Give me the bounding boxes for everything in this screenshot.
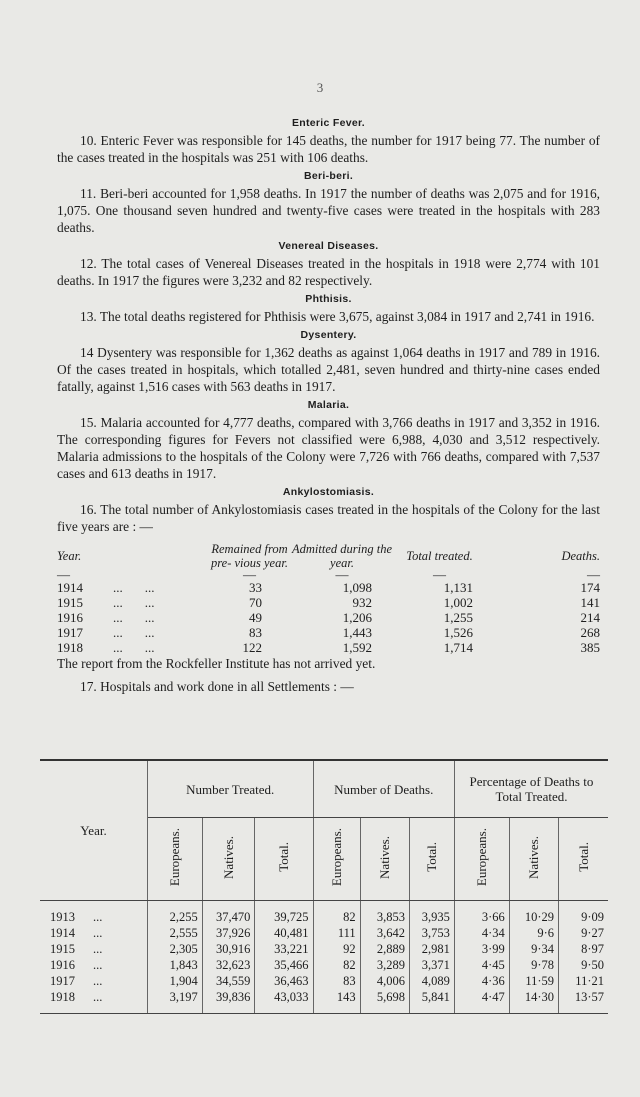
table-cell: 9·78 xyxy=(509,957,558,973)
table-cell: 34,559 xyxy=(202,973,255,989)
table-header-row xyxy=(57,542,600,570)
table-cell: 82 xyxy=(313,901,360,926)
year-cell: 1917 ... xyxy=(40,973,147,989)
table-cell: 385 xyxy=(580,640,600,655)
section-venereal-diseases xyxy=(57,240,600,289)
table-cell: 92 xyxy=(313,941,360,957)
table-cell: 4·47 xyxy=(454,989,509,1014)
table-cell: 39,725 xyxy=(255,901,313,926)
table-cell: 3,753 xyxy=(409,925,454,941)
table-cell: 1,843 xyxy=(147,957,202,973)
section-heading: Dysentery. xyxy=(300,329,357,341)
table-row xyxy=(57,610,600,625)
table-cell: 4·34 xyxy=(454,925,509,941)
column-header-year: Year. xyxy=(57,549,82,563)
section-beri-beri xyxy=(57,170,600,236)
group-header-number-treated: Number Treated. xyxy=(147,760,313,818)
table-cell: 37,470 xyxy=(202,901,255,926)
table-cell: 13·57 xyxy=(559,989,608,1014)
table-cell: 11·59 xyxy=(509,973,558,989)
year-cell: 1914 ... xyxy=(40,925,147,941)
section-heading: Ankylostomiasis. xyxy=(282,486,375,498)
table-cell: 141 xyxy=(580,595,600,610)
paragraph: 13. The total deaths registered for Phthisis were 3,675, against 3,084 in 1917 and 2,741 in 1916. xyxy=(80,309,595,324)
table-cell: 3·99 xyxy=(454,941,509,957)
year-cell: 1916 ... ... xyxy=(57,610,155,625)
table-cell: 83 xyxy=(313,973,360,989)
paragraph: 10. Enteric Fever was responsible for 145 deaths, the number for 1917 being 77. The number of the cases treated in the hospitals was 251 with 106 deaths. xyxy=(57,133,600,165)
table-cell: 1,131 xyxy=(443,580,473,595)
table-cell: 5,841 xyxy=(409,989,454,1014)
column-header-year: Year. xyxy=(40,760,147,901)
year-cell: 1918 ... xyxy=(40,989,147,1014)
table-cell: 11·21 xyxy=(575,974,604,988)
table-cell: 9·09 xyxy=(581,910,604,924)
paragraph: 12. The total cases of Venereal Diseases treated in the hospitals in 1918 were 2,774 with 101 deaths. In 1917 the figures were 3,232 and 82 respectively. xyxy=(57,256,600,288)
table-cell: 39,836 xyxy=(202,989,255,1014)
paragraph: 14 Dysentery was responsible for 1,362 deaths as against 1,064 deaths in 1917 and 789 in 1916. Of the cases treated in hospitals, which totalled 2,481, seven hundred and thirty-nine cases ended fatally, against 1,516 cases with 563 deaths in 1917. xyxy=(57,345,600,394)
table-row xyxy=(40,973,608,989)
section-heading: Enteric Fever. xyxy=(291,117,366,129)
subheader-natives: Natives. xyxy=(525,835,541,879)
table-cell: 1,206 xyxy=(342,610,372,625)
subheader-natives: Natives. xyxy=(220,835,236,879)
section-heading: Phthisis. xyxy=(305,293,352,305)
table-cell: 36,463 xyxy=(255,973,313,989)
group-header-number-of-deaths: Number of Deaths. xyxy=(313,760,454,818)
table-cell: 10·29 xyxy=(509,901,558,926)
group-header-percentage: Percentage of Deaths to Total Treated. xyxy=(454,760,608,818)
subheader-europeans: Europeans. xyxy=(166,827,182,887)
ankylostomiasis-table xyxy=(57,542,600,655)
section-enteric-fever xyxy=(57,117,600,166)
table-cell: 35,466 xyxy=(255,957,313,973)
table-cell: 4,006 xyxy=(360,973,409,989)
year-cell: 1916 ... xyxy=(40,957,147,973)
subheader-natives: Natives. xyxy=(376,835,392,879)
table-cell: 1,526 xyxy=(443,625,473,640)
section-heading: Venereal Diseases. xyxy=(278,240,379,252)
table-cell: 2,255 xyxy=(147,901,202,926)
table-cell: 4·45 xyxy=(454,957,509,973)
table-cell: 174 xyxy=(580,580,600,595)
table-cell: 9·27 xyxy=(581,926,604,940)
table-cell: 9·50 xyxy=(581,958,604,972)
table-cell: 3·66 xyxy=(454,901,509,926)
table-cell: 5,698 xyxy=(360,989,409,1014)
table-row xyxy=(40,957,608,973)
subheader-europeans: Europeans. xyxy=(328,827,344,887)
table-row xyxy=(40,925,608,941)
table-cell: 2,889 xyxy=(360,941,409,957)
table-cell: 3,289 xyxy=(360,957,409,973)
table-cell: 1,592 xyxy=(342,640,372,655)
section-malaria xyxy=(57,399,600,482)
table-cell: 32,623 xyxy=(202,957,255,973)
year-cell: 1914 ... ... xyxy=(57,580,155,595)
section-heading: Beri-beri. xyxy=(303,170,354,182)
hospitals-table xyxy=(40,759,608,1014)
table-cell: 214 xyxy=(580,610,600,625)
column-header-remained: Remained from pre- vious year. xyxy=(211,542,288,570)
table-cell: 70 xyxy=(249,595,262,610)
table-cell: 33 xyxy=(249,580,262,595)
column-header-admitted: Admitted during the year. xyxy=(292,542,392,570)
section-phthisis xyxy=(57,293,600,325)
subheader-total: Total. xyxy=(575,842,591,872)
year-cell: 1918 ... ... xyxy=(57,640,155,655)
table-cell: 9·34 xyxy=(509,941,558,957)
section-dysentery xyxy=(57,329,600,395)
table-cell: 268 xyxy=(580,625,600,640)
table-cell: 1,904 xyxy=(147,973,202,989)
section-heading: Malaria. xyxy=(307,399,350,411)
paragraph: 16. The total number of Ankylostomiasis cases treated in the hospitals of the Colony for the last five years are : — xyxy=(57,502,600,534)
table-cell: 3,642 xyxy=(360,925,409,941)
table-cell: 122 xyxy=(242,640,262,655)
paragraph-17: 17. Hospitals and work done in all Settlements : — xyxy=(80,679,354,694)
table-cell: 932 xyxy=(352,595,372,610)
year-cell: 1915 ... ... xyxy=(57,595,155,610)
table-cell: 2,305 xyxy=(147,941,202,957)
paragraph: 15. Malaria accounted for 4,777 deaths, compared with 3,766 deaths in 1917 and 3,352 in 1916. The corresponding figures for Fevers not classified were 6,988, 4,030 and 3,512 respectively. Malaria admissions to the hospitals of the Colony were 7,726 with 766 deaths, compared with 7,537 cases and 613 deaths in 1917. xyxy=(57,415,600,481)
column-header-total-treated: Total treated. xyxy=(406,549,473,563)
table-row xyxy=(40,989,608,1014)
table-cell: 1,714 xyxy=(443,640,473,655)
table-cell: 83 xyxy=(249,625,262,640)
table-cell: 9·6 xyxy=(509,925,558,941)
table-cell: 43,033 xyxy=(255,989,313,1014)
table-row xyxy=(40,941,608,957)
table-row xyxy=(57,580,600,595)
table-row xyxy=(57,595,600,610)
table-cell: 37,926 xyxy=(202,925,255,941)
table-cell: 40,481 xyxy=(255,925,313,941)
table-cell: 49 xyxy=(249,610,262,625)
table-cell: 33,221 xyxy=(255,941,313,957)
table-cell: 1,255 xyxy=(443,610,473,625)
table-cell: 3,853 xyxy=(360,901,409,926)
table-cell: 8·97 xyxy=(581,942,604,956)
table-cell: 1,098 xyxy=(342,580,372,595)
year-cell: 1915 ... xyxy=(40,941,147,957)
table-cell: 3,371 xyxy=(409,957,454,973)
table-cell: 30,916 xyxy=(202,941,255,957)
table-cell: 3,197 xyxy=(147,989,202,1014)
subheader-total: Total. xyxy=(423,842,439,872)
subheader-total: Total. xyxy=(275,842,291,872)
document-body xyxy=(57,113,600,695)
table-cell: 2,555 xyxy=(147,925,202,941)
table-cell: 111 xyxy=(313,925,360,941)
table-row xyxy=(57,625,600,640)
dash-row: — — — — — xyxy=(57,567,600,582)
column-header-deaths: Deaths. xyxy=(561,549,600,563)
paragraph: 11. Beri-beri accounted for 1,958 deaths. In 1917 the number of deaths was 2,075 and for 1916, 1,075. One thousand seven hundred and twenty-five cases were treated in the hospitals with 283 deaths. xyxy=(57,186,600,235)
table-cell: 82 xyxy=(313,957,360,973)
table-cell: 143 xyxy=(313,989,360,1014)
year-cell: 1913 ... xyxy=(40,901,147,926)
table-note: The report from the Rockfeller Institute has not arrived yet. xyxy=(57,656,376,671)
subheader-europeans: Europeans. xyxy=(473,827,489,887)
table-row xyxy=(57,640,600,655)
table-cell: 14·30 xyxy=(509,989,558,1014)
table-cell: 2,981 xyxy=(409,941,454,957)
table-cell: 4·36 xyxy=(454,973,509,989)
table-cell: 4,089 xyxy=(409,973,454,989)
table-cell: 1,443 xyxy=(342,625,372,640)
table-cell: 1,002 xyxy=(443,595,473,610)
table-row xyxy=(40,901,608,926)
year-cell: 1917 ... ... xyxy=(57,625,155,640)
page-number: 3 xyxy=(316,80,324,95)
table-cell: 3,935 xyxy=(409,901,454,926)
section-ankylostomiasis xyxy=(57,486,600,672)
